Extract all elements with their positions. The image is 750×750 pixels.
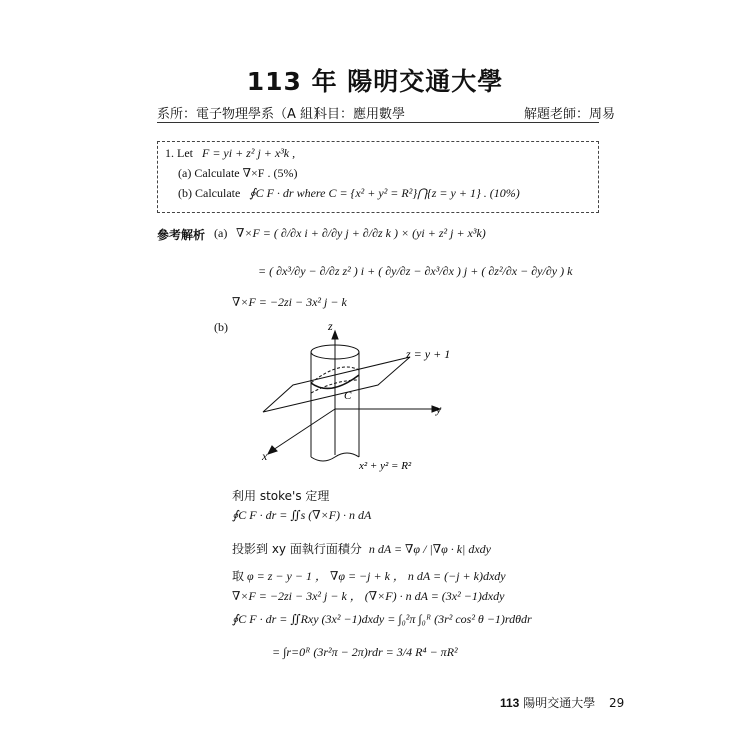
projection-equation: n dA = ∇φ / |∇φ · k| dxdy	[368, 542, 491, 556]
department-label: 系所：電子物理學系（A 組）	[157, 107, 327, 122]
projection-line	[232, 540, 491, 557]
curl-dot-normal: ∇×F = −2zi − 3x² j − k ， (∇×F) · n dA = (3x² −1)dxdy	[232, 589, 505, 603]
z-axis-label: z	[328, 319, 333, 333]
question-part-a: (a) Calculate ∇×F . (5%)	[178, 166, 298, 180]
curl-result: ∇×F = −2zi − 3x² j − k	[232, 295, 347, 309]
y-axis-label: y	[436, 402, 442, 416]
part-b-label: (b)	[214, 320, 228, 334]
footer-year: 113	[500, 696, 520, 710]
footer-school: 陽明交通大學	[523, 696, 596, 710]
vector-field-definition: F = yi + z² j + x³k ,	[202, 146, 296, 160]
curve-label: C	[344, 390, 352, 402]
phi-equation: φ = z − y − 1 ， ∇φ = −j + k ， n dA = (−j + k)dxdy	[247, 569, 506, 583]
x-arrow-icon	[268, 446, 277, 454]
x-axis	[273, 409, 335, 450]
stokes-equation: ∮C F · dr = ∬s (∇×F) · n dA	[232, 508, 372, 522]
final-result: = ∫r=0ᴿ (3r²π − 2π)rdr = 3/4 R⁴ − πR²	[272, 645, 458, 659]
curl-components: = ( ∂x³/∂y − ∂/∂z z² ) i + ( ∂y/∂z − ∂x³/∂x ) j + ( ∂z²/∂x − ∂y/∂y ) k	[258, 264, 573, 278]
teacher-label: 解題老師：周易	[524, 107, 616, 122]
x-axis-label: x	[262, 449, 268, 463]
page-title: 113 年 陽明交通大學	[246, 67, 504, 96]
projection-text: 投影到 xy 面執行面積分	[232, 542, 362, 556]
choose-phi-line	[232, 567, 506, 584]
question-part-b-label: (b) Calculate	[178, 186, 241, 200]
question-intro-label: 1. Let	[165, 146, 193, 160]
choose-text: 取	[232, 569, 245, 583]
line-integral-definition: ∮C F · dr where C = {x² + y² = R²}⋂{z = y + 1} . (10%)	[249, 186, 520, 200]
solution-label: 參考解析	[157, 228, 206, 242]
page-number: 29	[609, 696, 625, 710]
polar-integral: ∮C F · dr = ∬Rxy (3x² −1)dxdy = ∫₀²π ∫₀ᴿ (3r² cos² θ −1)rdθdr	[232, 612, 532, 626]
z-arrow-icon	[332, 331, 338, 339]
stokes-theorem-text: 利用 stoke's 定理	[232, 489, 330, 503]
plane-surface	[263, 357, 410, 412]
curl-expansion: ∇×F = ( ∂/∂x i + ∂/∂y j + ∂/∂z k ) × (yi + z² j + x³k)	[236, 226, 486, 240]
part-a-label: (a)	[214, 226, 228, 240]
cylinder-label: x² + y² = R²	[359, 460, 412, 472]
page-footer	[500, 694, 624, 711]
subject-label: 科目：應用數學	[314, 107, 406, 122]
plane-label: z = y + 1	[406, 347, 451, 361]
